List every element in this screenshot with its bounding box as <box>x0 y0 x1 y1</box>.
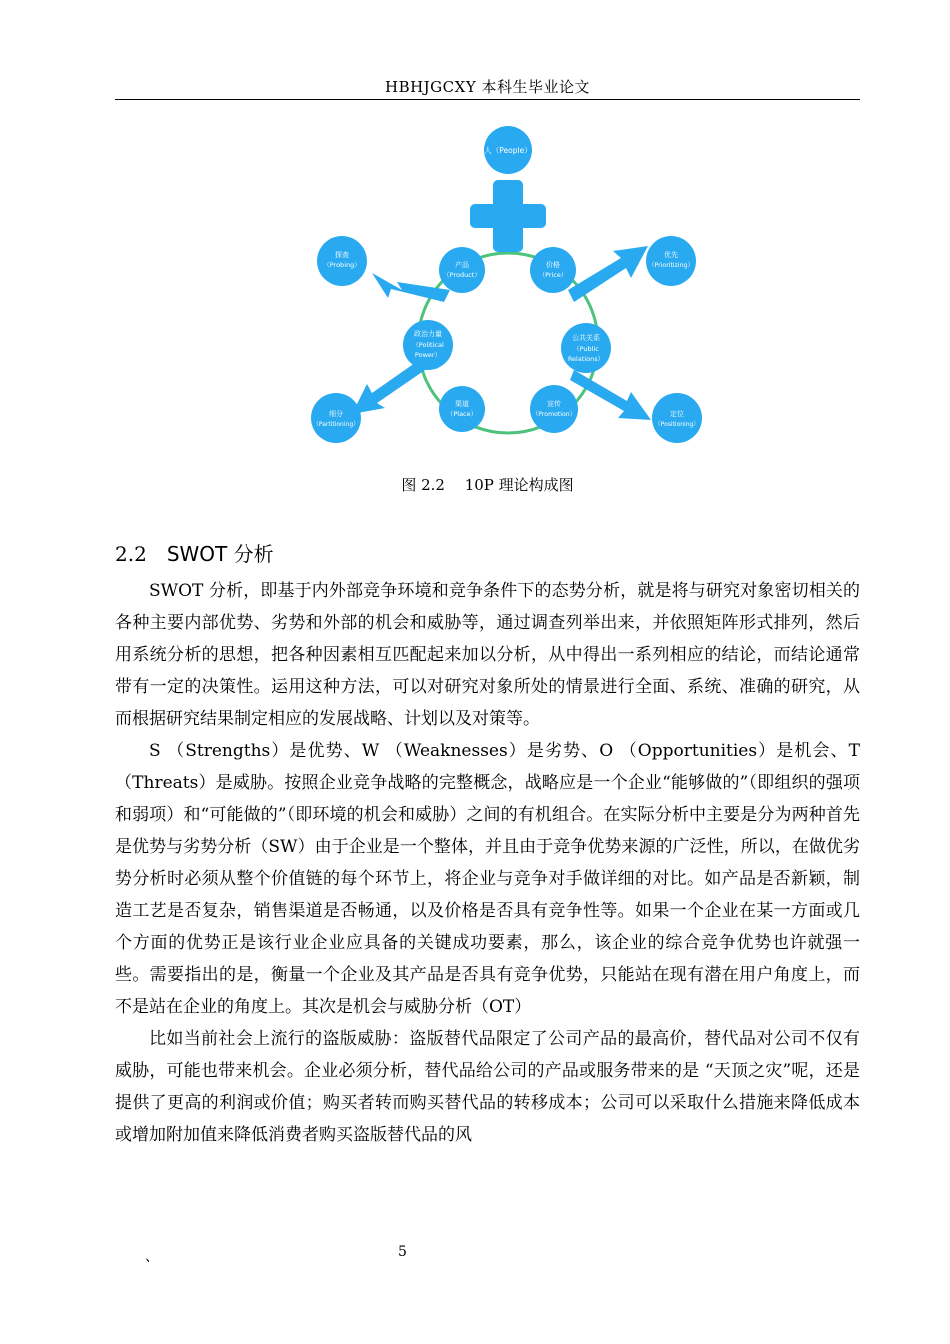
section-number: 2.2 <box>115 542 147 566</box>
node-political-power-label: 政治力量 <box>414 330 442 338</box>
node-price-label: 价格 <box>546 261 560 269</box>
node-public-relations-label: 公共关系 <box>572 334 600 342</box>
node-prioritizing <box>646 236 696 286</box>
node-political-power <box>403 320 453 370</box>
paragraph: SWOT 分析，即基于内外部竞争环境和竞争条件下的态势分析，就是将与研究对象密切相关的各种主要内部优势、劣势和外部的机会和威胁等，通过调查列举出来，并依照矩阵形式排列，然后用系统分析的思想，把各种因素相互匹配起来加以分析，从中得出一系列相应的结论，而结论通常带有一定的决策性。运用这种方法，可以对研究对象所处的情景进行全面、系统、准确的研究，从而根据研究结果制定相应的发展战略、计划以及对策等。 <box>115 581 860 729</box>
node-probing <box>317 236 367 286</box>
node-prioritizing-label: 优先 <box>664 251 678 259</box>
node-people <box>484 126 532 174</box>
node-political-power-sub1: （Political <box>412 341 444 349</box>
node-place <box>439 386 485 432</box>
node-place-label: 渠道 <box>455 400 469 408</box>
node-partitioning-sub: （Partitioning） <box>312 421 360 428</box>
node-probing-label: 探查 <box>335 251 349 259</box>
node-place-sub: （Place） <box>446 410 478 418</box>
node-partitioning <box>311 393 361 443</box>
node-political-power-sub2: Power） <box>414 351 442 359</box>
running-header: HBHJGCXY 本科生毕业论文 <box>384 78 590 96</box>
node-product-sub: （Product） <box>443 271 481 279</box>
section-heading <box>115 538 274 567</box>
node-price <box>530 247 576 293</box>
node-product-label: 产品 <box>455 261 469 269</box>
arrow-to-prioritizing-icon <box>568 246 648 302</box>
node-price-sub: （Price） <box>538 271 568 279</box>
paragraph: 比如当前社会上流行的盗版威胁：盗版替代品限定了公司产品的最高价，替代品对公司不仅有威胁，可能也带来机会。企业必须分析，替代品给公司的产品或服务带来的是 “天顶之灾”呢，还是提供了更高的利润或价值；购买者转而购买替代品的转移成本；公司可以采取什么措施来降低成本或增加附加值来降低消费者购买盗版替代品的风 <box>115 1029 860 1145</box>
node-product <box>439 247 485 293</box>
plus-icon-horizontal <box>470 204 546 228</box>
node-positioning-sub: （Positioning） <box>654 421 700 428</box>
node-people-label: 人（People） <box>484 146 532 155</box>
ten-p-diagram <box>300 118 720 463</box>
body-text <box>115 575 860 1151</box>
section-title: SWOT 分析 <box>166 542 274 566</box>
node-partitioning-label: 细分 <box>329 410 343 418</box>
node-public-relations <box>561 323 611 373</box>
node-positioning-label: 定位 <box>670 410 684 418</box>
node-promotion-label: 宣传 <box>547 400 561 408</box>
page-number: 5 <box>398 1244 407 1260</box>
node-prioritizing-sub: （Prioritizing） <box>648 262 694 269</box>
node-positioning <box>652 393 702 443</box>
node-public-relations-sub1: （Public <box>573 345 599 353</box>
node-public-relations-sub2: Relations） <box>567 355 605 363</box>
footer-mark: 、 <box>145 1249 159 1265</box>
node-probing-sub: （Probing） <box>323 261 361 269</box>
paragraph: S （Strengths）是优势、W （Weaknesses）是劣势、O （Opportunities）是机会、T（Threats）是威胁。按照企业竞争战略的完整概念，战略应是一个企业“能够做的”（即组织的强项和弱项）和“可能做的”（即环境的机会和威胁）之间的有机组合。在实际分析中主要是分为两种首先是优势与劣势分析（SW）由于企业是一个整体，并且由于竞争优势来源的广泛性，所以，在做优劣势分析时必须从整个价值链的每个环节上，将企业与竞争对手做详细的对比。如产品是否新颖，制造工艺是否复杂，销售渠道是否畅通，以及价格是否具有竞争性等。如果一个企业在某一方面或几个方面的优势正是该行业企业应具备的关键成功要素，那么，该企业的综合竞争优势也许就强一些。需要指出的是，衡量一个企业及其产品是否具有竞争优势，只能站在现有潜在用户角度上，而不是站在企业的角度上。其次是机会与威胁分析（OT） <box>115 741 860 1017</box>
node-promotion <box>530 385 578 433</box>
node-promotion-sub: （Promotion） <box>532 411 576 418</box>
figure-caption: 图 2.2 10P 理论构成图 <box>401 476 574 494</box>
header-rule <box>115 99 860 100</box>
